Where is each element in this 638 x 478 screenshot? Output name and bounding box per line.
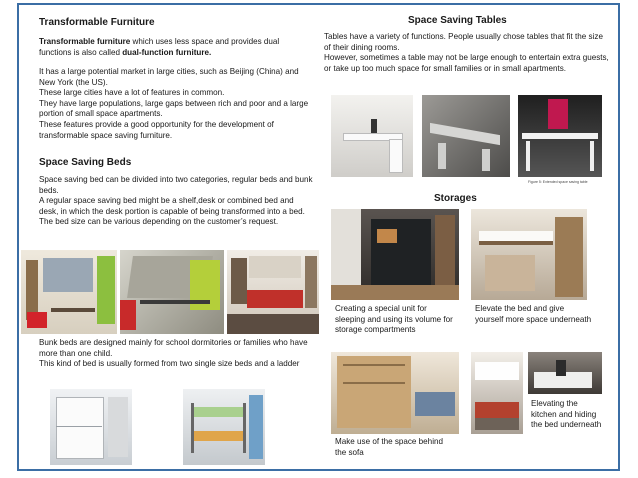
intro-paragraph	[39, 37, 311, 58]
bunk-line: This kind of bed is usually formed from two single size beds and a ladder	[39, 359, 300, 369]
figure-caption: Figure 5: Extended space saving table	[528, 180, 588, 184]
beds-line: Space saving bed can be divided into two categories, regular beds and bunk beds.	[39, 175, 313, 195]
market-line: These large cities have a lot of features in common.	[39, 88, 225, 98]
beds-paragraph	[39, 175, 314, 228]
white-table-photo	[331, 95, 413, 177]
market-paragraph	[39, 67, 314, 141]
tables-line: Tables have a variety of functions. People usually chose tables that fit the size of their dining rooms.	[324, 32, 603, 52]
intro-bold-term-2: dual-function furniture.	[122, 47, 212, 57]
behind-sofa-caption: Make use of the space behind the sofa	[335, 437, 443, 457]
extending-table-photo	[422, 95, 510, 177]
heading-space-saving-tables: Space Saving Tables	[408, 15, 507, 26]
red-bed-photo	[227, 250, 319, 334]
elevating-kitchen-caption: Elevating the kitchen and hiding the bed underneath	[531, 399, 602, 430]
tables-paragraph	[324, 32, 609, 74]
market-line: It has a large potential market in large cities, such as Beijing (China) and New York (the US).	[39, 67, 299, 87]
market-line: These features provide a good opportunity for the development of transformable space saving furniture.	[39, 119, 274, 140]
intro-text: which uses less space and provides dual functions is also called	[39, 37, 280, 57]
desk-bed-photo	[120, 250, 224, 334]
hidden-bed-photo	[528, 352, 602, 394]
sofa-shelf-photo	[331, 352, 459, 434]
heading-transformable-furniture: Transformable Furniture	[39, 17, 155, 28]
folding-bunk-photo	[50, 389, 132, 465]
beds-line: The bed size can be various depending on the customer’s request.	[39, 217, 279, 227]
tables-line: However, sometimes a table may not be large enough to entertain extra guests, or take up too much space for small families or in small apartments.	[324, 53, 609, 73]
storage-unit-caption: Creating a special unit for sleeping and using its volume for storage compartments	[335, 304, 453, 335]
bunk-line: Bunk beds are designed mainly for school dormitories or families who have more than one child.	[39, 338, 308, 358]
elevated-bed-photo	[471, 209, 587, 300]
bunk-paragraph	[39, 338, 314, 370]
kids-bunk-photo	[183, 389, 265, 465]
heading-storages: Storages	[434, 193, 477, 204]
intro-bold-term: Transformable furniture	[39, 37, 131, 46]
market-line: They have large populations, large gaps between rich and poor and a large portion of small space apartments.	[39, 98, 309, 119]
heading-space-saving-beds: Space Saving Beds	[39, 157, 132, 168]
elevate-bed-caption: Elevate the bed and give yourself more space underneath	[475, 304, 592, 324]
beds-line: A regular space saving bed might be a shelf,desk or combined bed and desk, in which the desk portion is capable of being transformed into a bed.	[39, 196, 305, 216]
storage-unit-photo	[331, 209, 459, 300]
kitchen-photo	[471, 352, 523, 434]
dining-table-photo	[518, 95, 602, 177]
wall-bed-photo	[21, 250, 117, 334]
